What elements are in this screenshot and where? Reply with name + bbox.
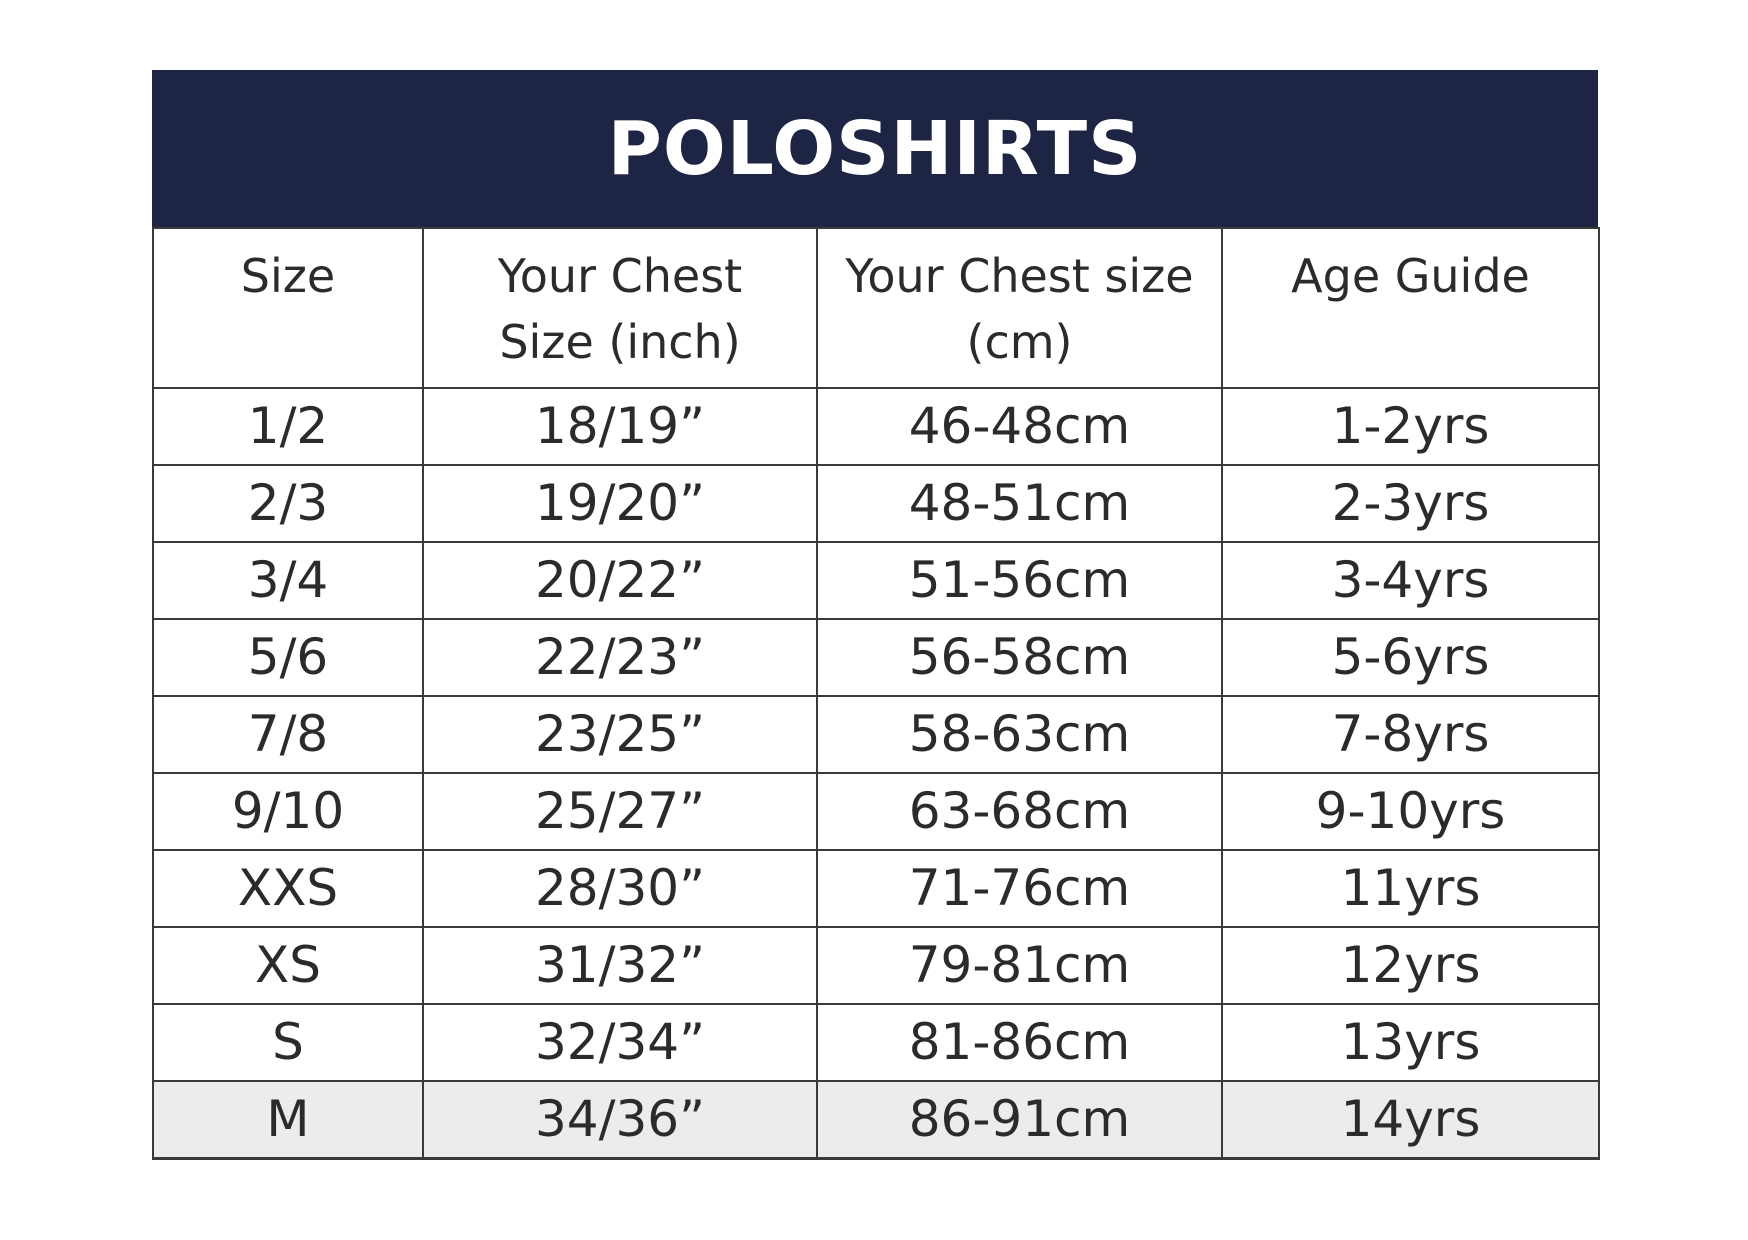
table-row (153, 927, 1599, 1004)
cell-size: 3/4 (153, 542, 423, 619)
cell-size: 7/8 (153, 696, 423, 773)
chart-title: POLOSHIRTS (152, 70, 1598, 227)
table-row (153, 850, 1599, 927)
cell-size: 5/6 (153, 619, 423, 696)
cell-size: XXS (153, 850, 423, 927)
size-table (152, 227, 1600, 1160)
header-size (153, 228, 423, 388)
cell-age: 9-10yrs (1222, 773, 1599, 850)
header-chest-inch-line1: Your Chest (497, 249, 743, 303)
cell-chest-inch: 18/19” (423, 388, 817, 465)
table-row (153, 773, 1599, 850)
header-age-guide-line1: Age Guide (1291, 249, 1530, 303)
cell-size: M (153, 1081, 423, 1159)
cell-age: 13yrs (1222, 1004, 1599, 1081)
cell-chest-cm: 51-56cm (817, 542, 1222, 619)
cell-age: 12yrs (1222, 927, 1599, 1004)
cell-chest-cm: 46-48cm (817, 388, 1222, 465)
size-chart (152, 70, 1598, 1160)
cell-size: 1/2 (153, 388, 423, 465)
table-row-highlighted (153, 1081, 1599, 1159)
cell-chest-inch: 20/22” (423, 542, 817, 619)
cell-size: XS (153, 927, 423, 1004)
header-age-guide (1222, 228, 1599, 388)
cell-chest-cm: 86-91cm (817, 1081, 1222, 1159)
cell-chest-cm: 48-51cm (817, 465, 1222, 542)
table-row (153, 696, 1599, 773)
cell-chest-inch: 22/23” (423, 619, 817, 696)
cell-age: 14yrs (1222, 1081, 1599, 1159)
cell-age: 1-2yrs (1222, 388, 1599, 465)
cell-age: 2-3yrs (1222, 465, 1599, 542)
cell-age: 11yrs (1222, 850, 1599, 927)
cell-size: S (153, 1004, 423, 1081)
table-row (153, 619, 1599, 696)
header-row (153, 228, 1599, 388)
cell-chest-inch: 34/36” (423, 1081, 817, 1159)
cell-age: 5-6yrs (1222, 619, 1599, 696)
cell-chest-cm: 79-81cm (817, 927, 1222, 1004)
cell-age: 7-8yrs (1222, 696, 1599, 773)
header-chest-cm-line2: (cm) (966, 315, 1073, 369)
header-chest-inch-line2: Size (inch) (499, 315, 741, 369)
cell-chest-cm: 63-68cm (817, 773, 1222, 850)
cell-size: 2/3 (153, 465, 423, 542)
table-row (153, 542, 1599, 619)
cell-chest-inch: 32/34” (423, 1004, 817, 1081)
cell-chest-inch: 31/32” (423, 927, 817, 1004)
cell-size: 9/10 (153, 773, 423, 850)
table-row (153, 388, 1599, 465)
cell-chest-cm: 81-86cm (817, 1004, 1222, 1081)
header-chest-inch (423, 228, 817, 388)
cell-chest-inch: 28/30” (423, 850, 817, 927)
table-row (153, 1004, 1599, 1081)
cell-chest-cm: 58-63cm (817, 696, 1222, 773)
table-row (153, 465, 1599, 542)
cell-chest-inch: 25/27” (423, 773, 817, 850)
header-size-line1: Size (240, 249, 336, 303)
cell-chest-cm: 56-58cm (817, 619, 1222, 696)
header-chest-cm (817, 228, 1222, 388)
header-chest-cm-line1: Your Chest size (845, 249, 1194, 303)
cell-chest-inch: 19/20” (423, 465, 817, 542)
cell-chest-inch: 23/25” (423, 696, 817, 773)
cell-chest-cm: 71-76cm (817, 850, 1222, 927)
cell-age: 3-4yrs (1222, 542, 1599, 619)
